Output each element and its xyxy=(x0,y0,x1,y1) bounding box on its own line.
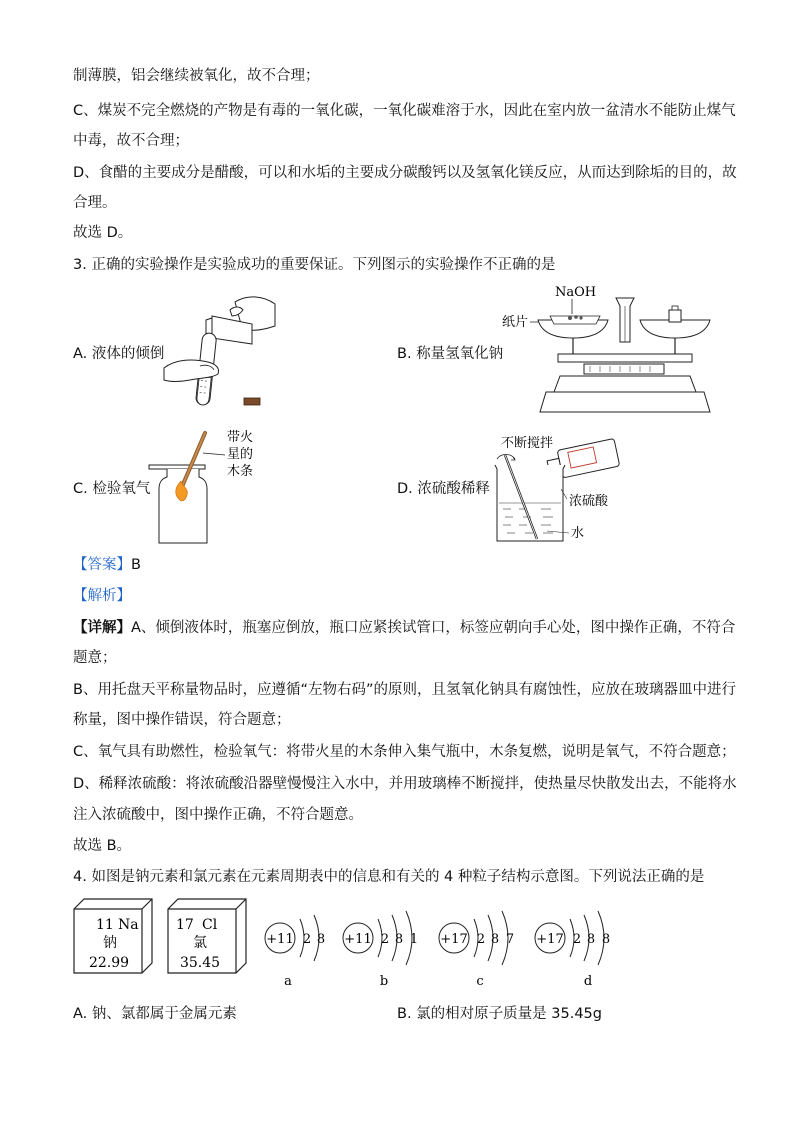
text-line: 中毒，故不合理； xyxy=(73,133,189,149)
text-line: 题意； xyxy=(73,650,117,666)
pouring-illustration xyxy=(160,290,280,415)
text-line: 合理。 xyxy=(73,195,117,211)
figure-oxygen-test xyxy=(145,425,265,550)
particle-diagrams xyxy=(258,905,628,995)
particle-d-shell: 2 xyxy=(572,932,582,947)
na-symbol: Na xyxy=(118,917,139,933)
particle-d xyxy=(535,911,610,989)
detail-a: A、倾倒液体时，瓶塞应倒放，瓶口应紧挨试管口，标签应朝向手心处，图中操作正确，不符合 xyxy=(131,620,736,636)
figure-pouring-liquid xyxy=(160,290,280,415)
na-mass: 22.99 xyxy=(88,955,130,971)
cl-symbol: Cl xyxy=(202,917,218,933)
q3-option-c: C. 检验氧气 xyxy=(73,481,151,497)
particle-c xyxy=(439,911,514,989)
text-line: D、食醋的主要成分是醋酸，可以和水垢的主要成分碳酸钙以及氢氧化镁反应，从而达到除垢的目的，故 xyxy=(73,165,737,181)
splint-label-3: 木条 xyxy=(227,464,254,479)
conclusion-line: 故选 B。 xyxy=(73,838,132,854)
q4-option-a: A. 钠、氯都属于金属元素 xyxy=(73,1006,237,1022)
water-label: 水 xyxy=(571,526,585,541)
particle-d-nucleus: +17 xyxy=(536,932,564,947)
q3-option-d: D. 浓硫酸稀释 xyxy=(397,481,490,497)
particle-b-label: b xyxy=(379,974,389,989)
splint-label-2: 星的 xyxy=(227,447,254,462)
q3-option-a: A. 液体的倾倒 xyxy=(73,346,165,362)
stir-label: 不断搅拌 xyxy=(501,436,554,451)
text-line: B、用托盘天平称量物品时，应遵循“左物右码”的原则，且氢氧化钠具有腐蚀性，应放在玻璃器皿中进行 xyxy=(73,682,736,698)
particle-a-shell: 8 xyxy=(316,932,326,947)
analysis-line xyxy=(73,586,131,606)
q3-option-b: B. 称量氢氧化钠 xyxy=(397,346,504,362)
particle-c-shell: 7 xyxy=(505,932,515,947)
text-line: 制薄膜，铝会继续被氧化，故不合理； xyxy=(73,68,320,84)
particle-d-shell: 8 xyxy=(601,932,611,947)
answer-value: B xyxy=(131,557,141,573)
cl-mass: 35.45 xyxy=(179,955,221,971)
naoh-label: NaOH xyxy=(555,285,597,300)
particle-c-nucleus: +17 xyxy=(440,932,468,947)
particle-a-shell: 2 xyxy=(302,932,312,947)
particle-b-shell: 1 xyxy=(409,932,419,947)
text-line: 注入浓硫酸中，图中操作正确，不符合题意。 xyxy=(73,807,363,823)
question-3-stem: 3. 正确的实验操作是实验成功的重要保证。下列图示的实验操作不正确的是 xyxy=(73,257,556,273)
particle-b-nucleus: +11 xyxy=(344,932,372,947)
particle-c-shell: 8 xyxy=(490,932,500,947)
element-card-na xyxy=(72,897,154,977)
answer-line xyxy=(73,555,141,575)
oxygen-test-illustration xyxy=(145,425,265,550)
particle-c-label: c xyxy=(476,974,484,989)
na-number: 11 xyxy=(96,917,114,933)
acid-label: 浓硫酸 xyxy=(569,494,609,509)
particle-a xyxy=(265,915,325,989)
question-4-stem: 4. 如图是钠元素和氯元素在元素周期表中的信息和有关的 4 种粒子结构示意图。下列说法正确的是 xyxy=(73,869,705,885)
acid-dilution-illustration xyxy=(485,425,635,550)
paper-label: 纸片 xyxy=(502,315,529,330)
particle-d-label: d xyxy=(583,974,593,989)
cl-name: 氯 xyxy=(193,935,207,951)
text-line: 称量，图中操作错误，符合题意； xyxy=(73,712,291,728)
na-name: 钠 xyxy=(103,935,117,951)
particle-c-shell: 2 xyxy=(476,932,486,947)
text-line: D、稀释浓硫酸：将浓硫酸沿器壁慢慢注入水中，并用玻璃棒不断搅拌，使热量尽快散发出去，不能将水 xyxy=(73,776,737,792)
particle-a-nucleus: +11 xyxy=(266,932,294,947)
particle-b-shell: 2 xyxy=(380,932,390,947)
particle-b-shell: 8 xyxy=(394,932,404,947)
text-line: C、煤炭不完全燃烧的产物是有毒的一氧化碳，一氧化碳难溶于水，因此在室内放一盆清水不能防止煤气 xyxy=(73,103,736,119)
particle-a-label: a xyxy=(284,974,292,989)
text-line: C、氧气具有助燃性，检验氧气：将带火星的木条伸入集气瓶中，木条复燃，说明是氧气，不符合题意； xyxy=(73,744,736,760)
cl-number: 17 xyxy=(176,917,194,933)
q4-option-b: B. 氯的相对原子质量是 35.45g xyxy=(397,1006,602,1022)
particle-d-shell: 8 xyxy=(586,932,596,947)
answer-tag: 【答案】 xyxy=(73,557,131,573)
balance-illustration xyxy=(500,280,715,420)
detail-line xyxy=(73,618,735,638)
element-card-cl xyxy=(166,897,248,977)
analysis-tag: 【解析】 xyxy=(73,588,131,604)
detail-tag: 【详解】 xyxy=(73,620,131,636)
figure-acid-dilution xyxy=(485,425,635,550)
text-line: 故选 D。 xyxy=(73,225,133,241)
splint-label-1: 带火 xyxy=(227,430,254,445)
figure-balance xyxy=(500,280,715,420)
particle-b xyxy=(343,911,418,989)
